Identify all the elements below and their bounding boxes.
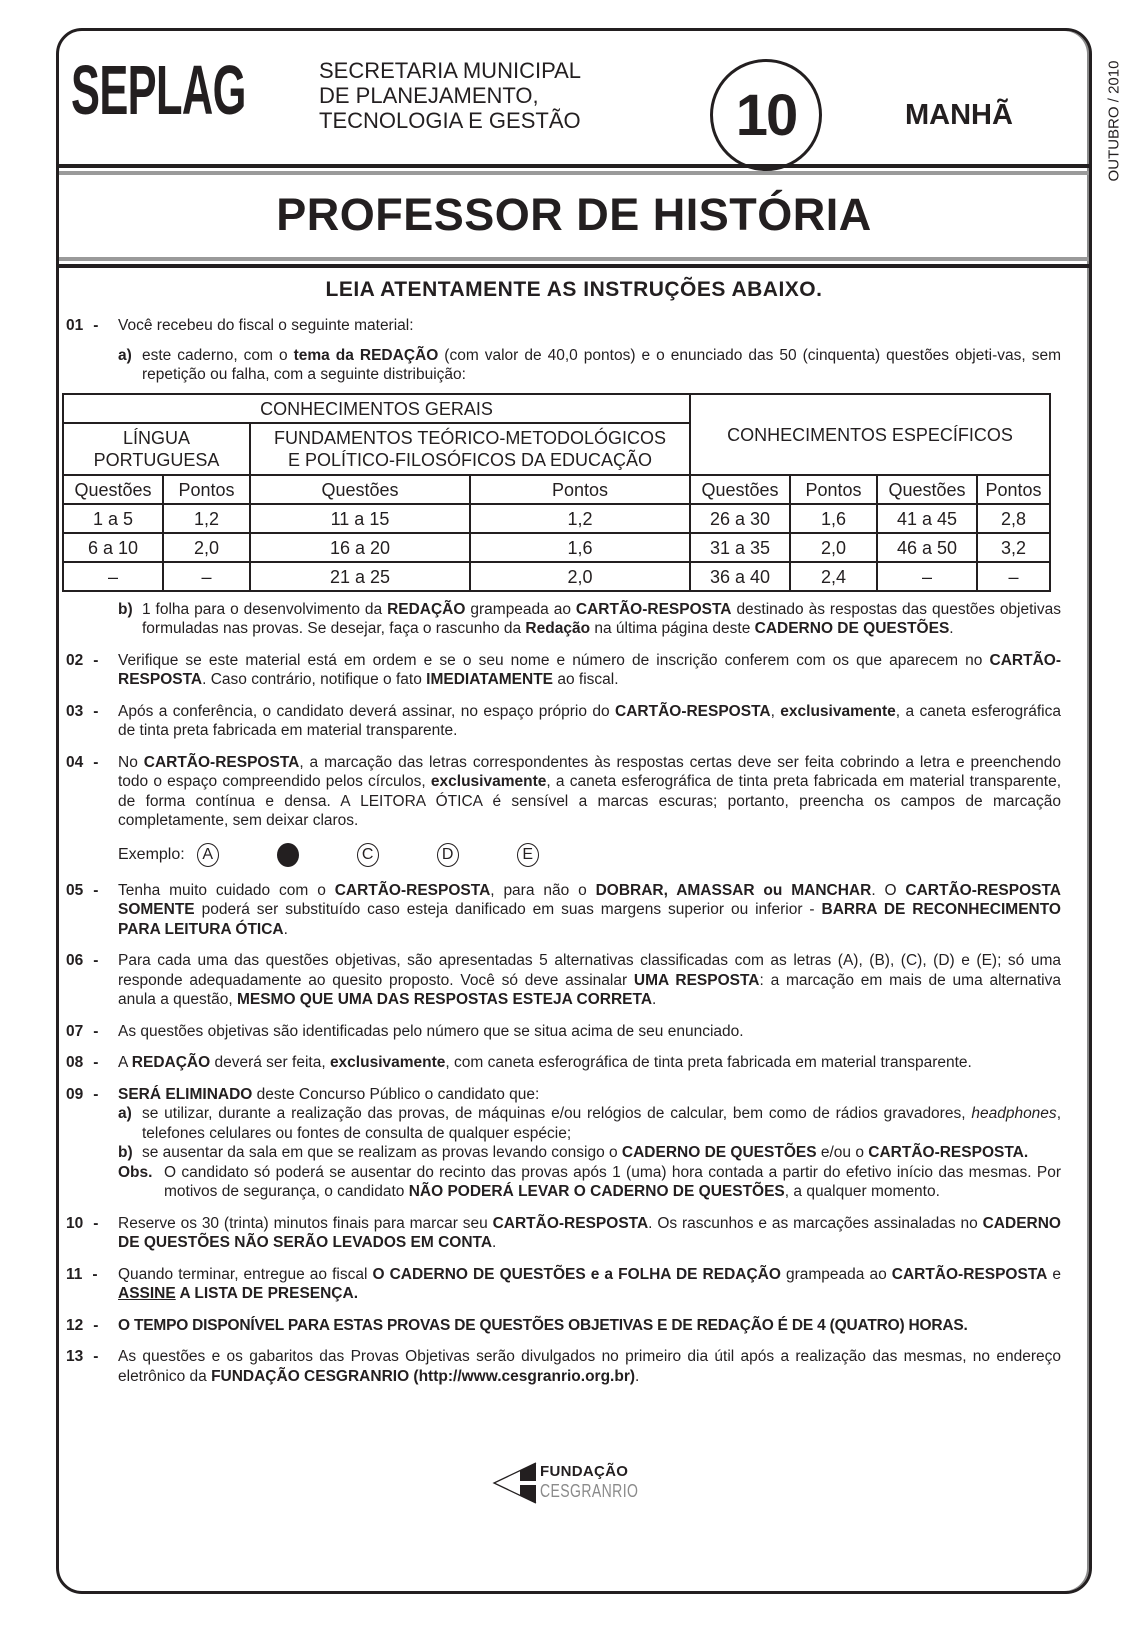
org-logo-text: SEPLAG	[71, 51, 246, 129]
bubble-filled-icon	[277, 843, 299, 867]
subitem-text	[142, 1104, 1061, 1143]
item-text	[118, 1214, 1061, 1253]
item-number-text: 09	[66, 1085, 84, 1103]
table-group-header: CONHECIMENTOS GERAIS	[63, 394, 690, 423]
table-cell: 31 a 35	[690, 533, 790, 562]
table-cell: –	[977, 562, 1050, 591]
table-cell: 3,2	[977, 533, 1050, 562]
instruction-05	[66, 881, 1061, 940]
item-number-text: 12	[66, 1316, 84, 1334]
table-group-header: CONHECIMENTOS ESPECÍFICOS	[690, 394, 1050, 475]
text: se ausentar da sala em que se realizam as provas levando consigo o	[142, 1144, 622, 1161]
item-number-text: 11	[66, 1265, 83, 1283]
item-number: 09 -	[66, 1085, 99, 1103]
text-bold: FUNDAÇÃO CESGRANRIO (http://www.cesgranrio.org.br)	[211, 1367, 636, 1385]
table-col-header: Pontos	[977, 475, 1050, 504]
table-col-header: Questões	[690, 475, 790, 504]
org-name-line: DE PLANEJAMENTO,	[319, 83, 539, 108]
text-bold: tema da REDAÇÃO	[293, 346, 439, 364]
text-bold: exclusivamente	[780, 702, 896, 720]
text: . O	[871, 881, 906, 899]
text-bold: IMEDIATAMENTE	[426, 671, 554, 688]
subitem-label: b)	[118, 600, 133, 618]
subject-label: FUNDAMENTOS TEÓRICO-METODOLÓGICOS	[273, 428, 667, 448]
text: ao fiscal.	[553, 671, 619, 688]
item-number-text: 08	[66, 1054, 84, 1071]
item-text	[118, 753, 1061, 831]
instruction-13	[66, 1347, 1061, 1386]
subitem-label: a)	[118, 1105, 132, 1122]
table-col-header: Questões	[877, 475, 977, 504]
item-number: 07 -	[66, 1022, 99, 1040]
exam-date	[1099, 51, 1129, 191]
item-text	[118, 316, 1061, 639]
text-bold-underline: ASSINE	[118, 1285, 176, 1302]
text: O candidato só poderá se ausentar do recinto das provas após 1 (uma) hora contada a partir do efetivo início das mesmas. Por motivos de segurança, o candidato	[164, 1163, 1061, 1200]
obs-text	[164, 1163, 1061, 1202]
text: na última página deste	[590, 620, 755, 637]
org-name-line: TECNOLOGIA E GESTÃO	[319, 108, 581, 133]
item-text-line	[118, 1085, 1061, 1105]
text: , a marcação das letras correspondentes às respostas certas deve ser feita cobrindo a letra e preenchendo todo o espaço compreendido pelos círculos,	[118, 753, 1061, 790]
item-text	[118, 881, 1061, 940]
instruction-12	[66, 1316, 1061, 1336]
item-number: 10 -	[66, 1214, 99, 1232]
subitem-b	[118, 600, 1061, 639]
text-bold: BARRA DE RECONHECIMENTO PARA LEITURA ÓTICA	[118, 901, 1061, 938]
bubble-d-icon	[437, 843, 459, 867]
text-italic: headphones	[971, 1105, 1057, 1122]
instruction-11	[66, 1265, 1061, 1304]
text: .	[652, 991, 657, 1008]
text: e	[1047, 1265, 1062, 1283]
text: . Os rascunhos e as marcações assinaladas no	[648, 1214, 983, 1232]
text: Tenha muito cuidado com o	[118, 881, 335, 899]
subitem-label: b)	[118, 1144, 133, 1161]
text: As questões objetivas são identificadas pelo número que se situa acima de seu enunciado.	[118, 1022, 744, 1040]
item-text-line: Você recebeu do fiscal o seguinte material:	[118, 317, 414, 334]
text-bold: exclusivamente	[329, 1054, 446, 1071]
subitem-label: a)	[118, 346, 132, 364]
item-number-text: 06	[66, 952, 84, 969]
text: .	[283, 920, 288, 938]
text: Quando terminar, entregue ao fiscal	[118, 1265, 373, 1283]
text: (com valor de 40,0 pontos) e o enunciado das 50 (cinquenta) questões objeti-vas, sem repetição ou falha, com a seguinte distribuição:	[142, 346, 1062, 383]
table-cell: 21 a 25	[250, 562, 470, 591]
text: Após a conferência, o candidato deverá assinar, no espaço próprio do	[118, 702, 616, 720]
answer-example	[118, 843, 1061, 867]
instruction-01	[66, 316, 1061, 639]
item-number-text: 03	[66, 702, 84, 720]
subitem-a	[118, 346, 1061, 385]
table-cell: 2,0	[790, 533, 877, 562]
table-cell: 2,4	[790, 562, 877, 591]
bubble-letter: A	[202, 845, 214, 863]
table-cell: 2,0	[163, 533, 250, 562]
text: poderá ser substituído caso esteja danificado em suas margens superior ou inferior -	[194, 901, 822, 918]
text-bold: CADERNO DE QUESTÕES	[754, 620, 950, 637]
item-text	[118, 1316, 1061, 1336]
subitem-text	[142, 1143, 1061, 1163]
item-number: 11 -	[66, 1265, 98, 1283]
instruction-02	[66, 651, 1061, 690]
item-number: 04 -	[66, 753, 99, 771]
table-col-header: Questões	[63, 475, 163, 504]
bubble-e-icon	[517, 843, 539, 867]
subject-label: LÍNGUA PORTUGUESA	[93, 428, 220, 470]
instructions-heading: LEIA ATENTAMENTE AS INSTRUÇÕES ABAIXO.	[325, 278, 823, 301]
text: , telefones celulares ou fontes de consulta de qualquer espécie;	[142, 1105, 1061, 1142]
instruction-07	[66, 1022, 1061, 1042]
text-bold: O CADERNO DE QUESTÕES e a FOLHA DE REDAÇÃO	[372, 1265, 781, 1283]
text-bold: CARTÃO-RESPOSTA	[334, 881, 491, 899]
text: se utilizar, durante a realização das provas, de máquinas e/ou relógios de calcular, bem como de rádios gravadores,	[142, 1105, 972, 1122]
text: . Caso contrário, notifique o fato	[202, 671, 427, 688]
item-text	[118, 1053, 1061, 1073]
item-number: 05 -	[66, 881, 99, 899]
table-cell: 46 a 50	[877, 533, 977, 562]
obs-label: Obs.	[118, 1163, 153, 1181]
item-number-text: 13	[66, 1348, 84, 1365]
text-bold: exclusivamente	[430, 773, 547, 790]
table-cell: 1 a 5	[63, 504, 163, 533]
item-number: 02 -	[66, 651, 99, 669]
page-title: PROFESSOR DE HISTÓRIA	[276, 189, 872, 240]
item-number: 08 -	[66, 1054, 99, 1071]
item-text	[118, 1347, 1061, 1386]
instruction-06	[66, 951, 1061, 1010]
table-col-header: Pontos	[470, 475, 690, 504]
table-cell: 6 a 10	[63, 533, 163, 562]
item-number: 01 -	[66, 317, 99, 334]
instruction-09	[66, 1085, 1061, 1202]
item-text	[118, 651, 1061, 690]
item-number-text: 01	[66, 317, 84, 334]
subject-label: E POLÍTICO-FILOSÓFICOS DA EDUCAÇÃO	[287, 450, 653, 470]
logo-line-2: CESGRANRIO	[540, 1481, 639, 1501]
text: , para não o	[490, 881, 596, 899]
org-name-line: SECRETARIA MUNICIPAL	[319, 58, 582, 83]
text: , a caneta esferográfica de tinta preta fabricada em material transparente, de forma contínua e densa. A LEITORA ÓTICA é sensível a marcas escuras; portanto, preencha os campos de marcação completamente, sem deixar claros.	[118, 773, 1061, 829]
text-bold: CARTÃO-RESPOSTA	[891, 1265, 1048, 1283]
text: No	[118, 753, 144, 771]
divider	[59, 257, 1089, 261]
item-text	[118, 1022, 1061, 1042]
text-bold: CARTÃO-RESPOSTA SOMENTE	[118, 881, 1061, 918]
text: deverá ser feita,	[210, 1054, 330, 1071]
bubble-letter: C	[361, 845, 374, 863]
instruction-08	[66, 1053, 1061, 1073]
item-number-text: 07	[66, 1022, 84, 1040]
bubble-a-icon	[197, 843, 219, 867]
text-bold: SERÁ ELIMINADO	[118, 1085, 253, 1103]
text: este caderno, com o	[142, 346, 294, 364]
item-text	[118, 702, 1061, 741]
obs-note	[118, 1163, 1061, 1202]
item-number: 12 -	[66, 1316, 99, 1334]
subitem-text	[142, 600, 1061, 639]
text: grampeada ao	[465, 600, 576, 618]
divider	[59, 164, 1089, 168]
item-number-text: 04	[66, 753, 84, 771]
org-full-name	[319, 58, 581, 133]
text-bold: DOBRAR, AMASSAR ou MANCHAR	[595, 881, 872, 899]
text-bold: REDAÇÃO	[131, 1054, 211, 1071]
subitem-a	[118, 1104, 1061, 1143]
table-cell: 1,2	[470, 504, 690, 533]
table-col-header: Pontos	[163, 475, 250, 504]
text: , a qualquer momento.	[784, 1183, 940, 1200]
table-cell: 16 a 20	[250, 533, 470, 562]
item-number-text: 05	[66, 881, 84, 899]
header	[59, 31, 1123, 182]
item-text	[118, 1265, 1061, 1304]
item-number-text: 10	[66, 1214, 84, 1232]
text-bold: CADERNO DE QUESTÕES	[621, 1144, 817, 1161]
instructions	[66, 316, 1061, 1398]
text-bold: NÃO PODERÁ LEVAR O CADERNO DE QUESTÕES	[408, 1183, 785, 1200]
table-col-header: Questões	[250, 475, 470, 504]
cesgranrio-arrow-icon	[492, 1461, 538, 1505]
logo-line-1: FUNDAÇÃO	[540, 1463, 629, 1480]
table-cell: 2,0	[470, 562, 690, 591]
shift-label: MANHÃ	[905, 99, 1013, 131]
text: 1 folha para o desenvolvimento da	[142, 600, 388, 618]
item-text	[118, 951, 1061, 1010]
table-cell: 1,6	[470, 533, 690, 562]
table-cell: 36 a 40	[690, 562, 790, 591]
text-bold: O TEMPO DISPONÍVEL PARA ESTAS PROVAS DE QUESTÕES OBJETIVAS E DE REDAÇÃO É DE 4 (QUATRO) HORAS.	[118, 1316, 968, 1334]
table-cell: 26 a 30	[690, 504, 790, 533]
text-bold: CADERNO DE QUESTÕES NÃO SERÃO LEVADOS EM CONTA	[118, 1214, 1061, 1251]
bubble-c-icon	[357, 843, 379, 867]
instruction-04	[66, 753, 1061, 831]
text: Reserve os 30 (trinta) minutos finais para marcar seu	[118, 1214, 493, 1232]
text: Verifique se este material está em ordem e se o seu nome e número de inscrição conferem com os que aparecem no	[118, 651, 990, 669]
divider	[59, 171, 1089, 175]
text-bold: CARTÃO-RESPOSTA	[118, 651, 1061, 688]
subitem-text	[142, 346, 1061, 385]
bubble-letter: D	[441, 845, 454, 863]
exam-number-badge	[710, 59, 822, 171]
item-text	[118, 1085, 1061, 1202]
text: grampeada ao	[780, 1265, 892, 1283]
text: e/ou o	[816, 1144, 869, 1161]
text: .	[635, 1367, 640, 1385]
instruction-03	[66, 702, 1061, 741]
table-cell: 1,6	[790, 504, 877, 533]
text-bold: CARTÃO-RESPOSTA	[492, 1214, 649, 1232]
item-number: 03 -	[66, 702, 99, 720]
bubble-letter: E	[522, 845, 534, 863]
table-cell: 2,8	[977, 504, 1050, 533]
table-cell: –	[877, 562, 977, 591]
text: Para cada uma das questões objetivas, são apresentadas 5 alternativas classificadas com as letras (A), (B), (C), (D) e (E); só uma responde adequadamente ao quesito proposto. Você só deve assinalar	[118, 952, 1061, 989]
exam-date-text: OUTUBRO / 2010	[1105, 60, 1123, 182]
text-bold: REDAÇÃO	[387, 600, 466, 618]
text-bold: A LISTA DE PRESENÇA.	[175, 1285, 359, 1302]
text: .	[492, 1234, 497, 1251]
subitem-b	[118, 1143, 1061, 1163]
text-bold: CARTÃO-RESPOSTA	[615, 702, 771, 720]
text: deste Concurso Público o candidato que:	[252, 1085, 540, 1103]
text: , a caneta esferográfica de tinta preta fabricada em material transparente.	[118, 702, 1061, 739]
text-bold: CARTÃO-RESPOSTA	[143, 753, 300, 771]
text: : a marcação em mais de uma alternativa anula a questão,	[118, 971, 1061, 1008]
instruction-10	[66, 1214, 1061, 1253]
example-label: Exemplo:	[118, 845, 185, 863]
text: .	[949, 620, 954, 637]
text: As questões e os gabaritos das Provas Objetivas serão divulgados no primeiro dia útil após a realização das mesmas, no endereço eletrônico da	[118, 1348, 1061, 1385]
cesgranrio-logo	[492, 1461, 639, 1505]
item-number: 13 -	[66, 1348, 99, 1365]
text-bold: UMA RESPOSTA	[633, 971, 760, 989]
text-bold: Redação	[525, 620, 591, 637]
table-cell: –	[163, 562, 250, 591]
text: destinado às respostas das questões objetivas formuladas nas provas. Se desejar, faça o rascunho da	[142, 600, 1061, 637]
text: ,	[770, 702, 781, 720]
exam-number: 10	[735, 82, 797, 148]
table-cell: 1,2	[163, 504, 250, 533]
divider	[59, 264, 1089, 268]
item-number: 06 -	[66, 952, 99, 969]
text-bold: CARTÃO-RESPOSTA	[575, 600, 732, 618]
item-number-text: 02	[66, 651, 84, 669]
table-cell: 41 a 45	[877, 504, 977, 533]
table-cell: –	[63, 562, 163, 591]
text-bold: MESMO QUE UMA DAS RESPOSTAS ESTEJA CORRETA	[236, 991, 653, 1008]
table-cell: 11 a 15	[250, 504, 470, 533]
text: , com caneta esferográfica de tinta preta fabricada em material transparente.	[445, 1054, 972, 1071]
table-col-header: Pontos	[790, 475, 877, 504]
text-bold: CARTÃO-RESPOSTA.	[868, 1144, 1029, 1161]
text: A	[118, 1054, 132, 1071]
